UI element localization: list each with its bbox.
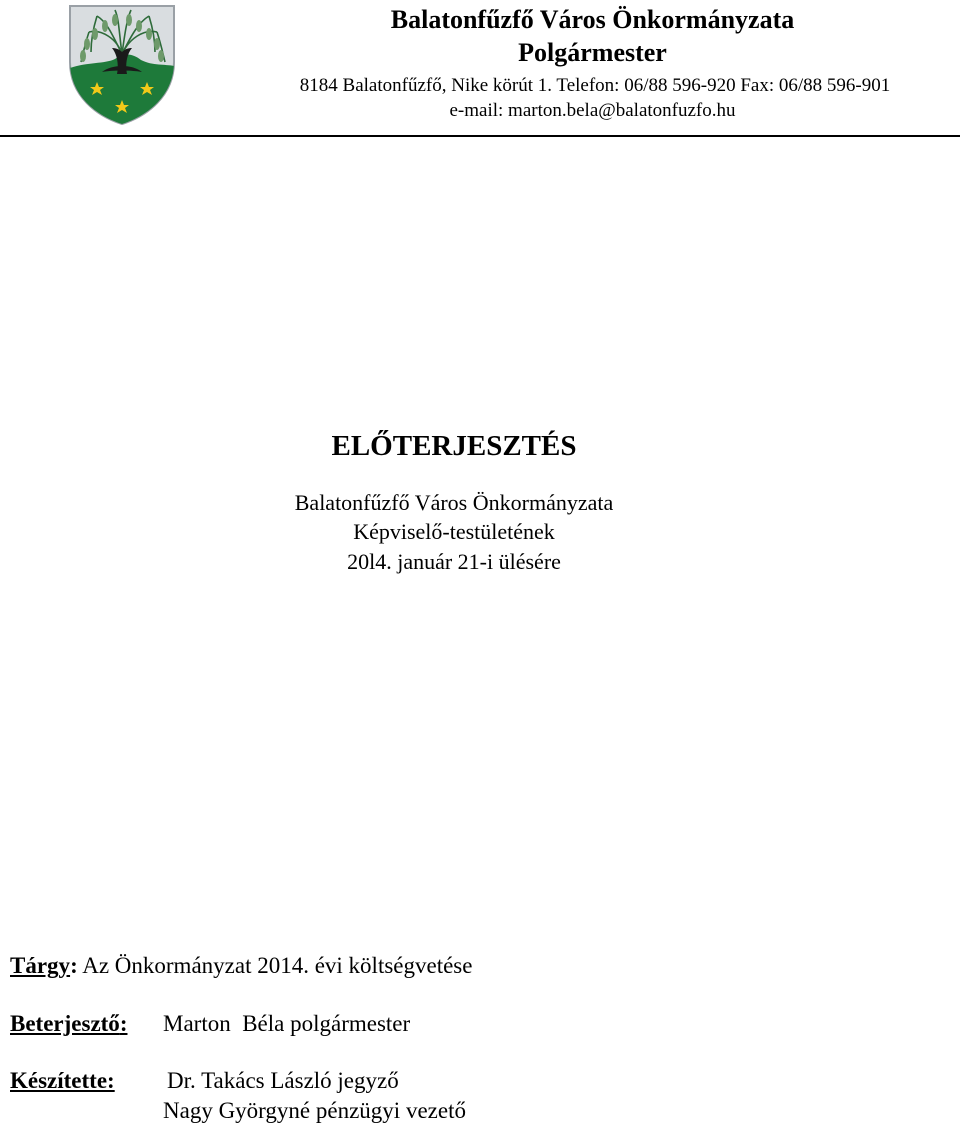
subject-label: Tárgy xyxy=(10,953,71,978)
prepared-by-value-1: Dr. Takács László jegyző xyxy=(167,1068,399,1093)
coat-of-arms-logo xyxy=(67,4,177,126)
prepared-by-label: Készítette: xyxy=(10,1068,115,1093)
prepared-by-value-2: Nagy Györgyné pénzügyi vezető xyxy=(163,1098,466,1123)
submitter-label-wrap xyxy=(10,1010,127,1038)
title-line-3: 20l4. január 21-i ülésére xyxy=(347,549,561,574)
submitter-colon: : xyxy=(119,1011,128,1036)
document-title: ELŐTERJESZTÉS xyxy=(331,430,577,462)
contact-email: e-mail: marton.bela@balatonfuzfo.hu xyxy=(449,100,736,121)
submitter-value: Marton Béla polgármester xyxy=(163,1011,411,1036)
subject-value: Az Önkormányzat 2014. évi költségvetése xyxy=(82,953,473,978)
header-divider xyxy=(0,135,960,137)
subject-colon: : xyxy=(70,953,78,978)
organization-name: Balatonfűzfő Város Önkormányzata xyxy=(390,5,795,34)
contact-address: 8184 Balatonfűzfő, Nike körút 1. Telefon: 06/88 596-920 Fax: 06/88 596-901 xyxy=(299,75,891,96)
submitter-label: Beterjesztő xyxy=(10,1011,120,1036)
subject-line xyxy=(10,952,472,980)
title-line-2: Képviselő-testületének xyxy=(353,519,555,544)
title-line-1: Balatonfűzfő Város Önkormányzata xyxy=(294,490,614,515)
office-title: Polgármester xyxy=(518,38,667,67)
